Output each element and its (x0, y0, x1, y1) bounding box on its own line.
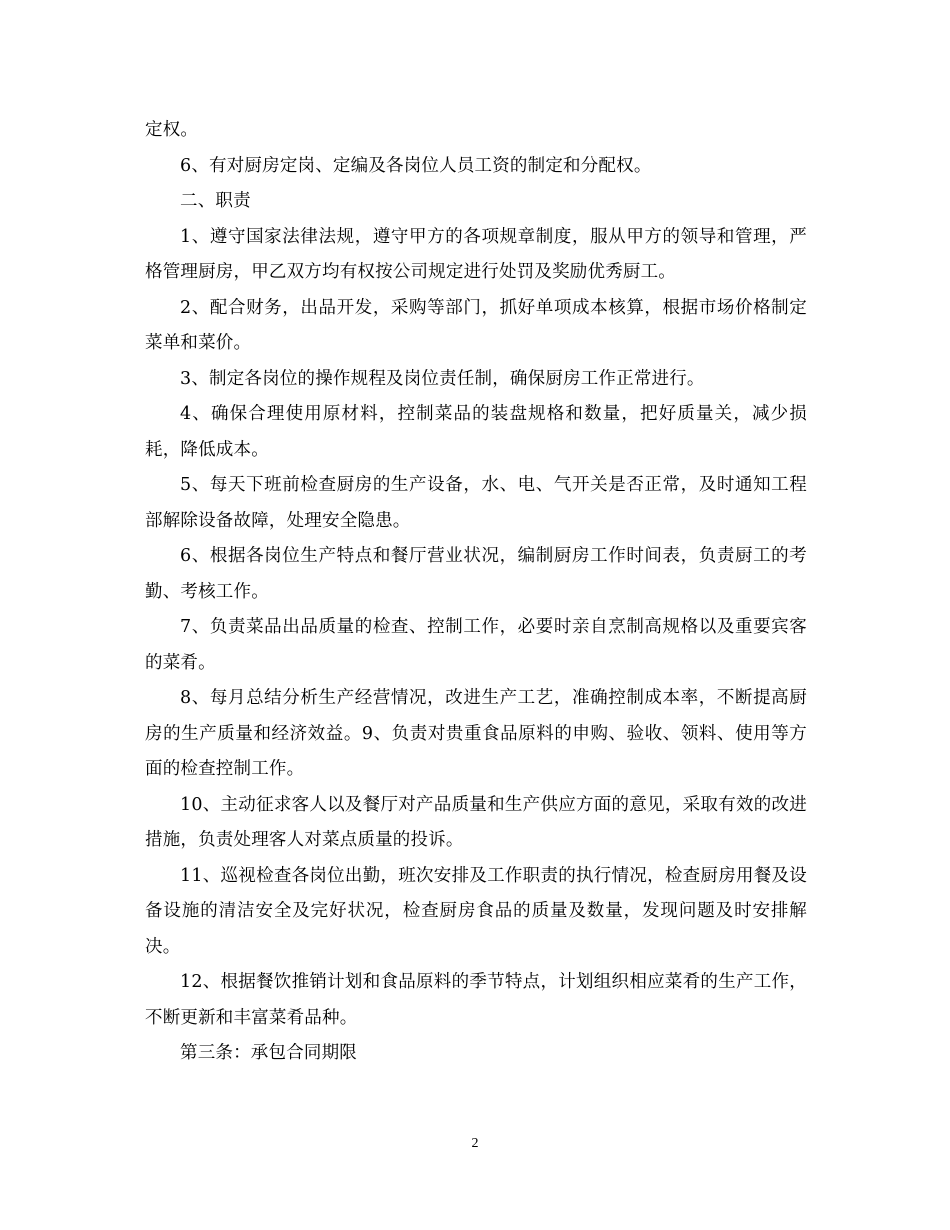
section-heading-article-3: 第三条：承包合同期限 (180, 1043, 357, 1063)
section-heading-duties: 二、职责 (180, 191, 251, 211)
paragraph-duty-10: 10、主动征求客人以及餐厅对产品质量和生产供应方面的意见，采取有效的改进措施，负责处理客人对菜点质量的投诉。 (145, 794, 807, 850)
paragraph-duty-4: 4、确保合理使用原材料，控制菜品的装盘规格和数量，把好质量关，减少损耗，降低成本。 (145, 404, 807, 460)
paragraph-duty-11: 11、巡视检查各岗位出勤，班次安排及工作职责的执行情况，检查厨房用餐及设备设施的清洁安全及完好状况，检查厨房食品的质量及数量，发现问题及时安排解决。 (145, 865, 807, 957)
paragraph-duty-7: 7、负责菜品出品质量的检查、控制工作，必要时亲自烹制高规格以及重要宾客的菜肴。 (145, 617, 807, 673)
paragraph-item-6-rights: 6、有对厨房定岗、定编及各岗位人员工资的制定和分配权。 (180, 155, 652, 176)
paragraph-duty-5: 5、每天下班前检查厨房的生产设备，水、电、气开关是否正常，及时通知工程部解除设备故障，处理安全隐患。 (145, 475, 807, 531)
page-number: 2 (471, 1136, 479, 1151)
paragraph-duty-1: 1、遵守国家法律法规，遵守甲方的各项规章制度，服从甲方的领导和管理，严格管理厨房，甲乙双方均有权按公司规定进行处罚及奖励优秀厨工。 (145, 226, 807, 282)
paragraph-duty-6: 6、根据各岗位生产特点和餐厅营业状况，编制厨房工作时间表，负责厨工的考勤、考核工作。 (145, 546, 807, 602)
paragraph-continuation: 定权。 (145, 120, 199, 140)
paragraph-duty-3: 3、制定各岗位的操作规程及岗位责任制，确保厨房工作正常进行。 (180, 368, 705, 389)
paragraph-duty-8-9: 8、每月总结分析生产经营情况，改进生产工艺，准确控制成本率，不断提高厨房的生产质量和经济效益。9、负责对贵重食品原料的申购、验收、领料、使用等方面的检查控制工作。 (145, 688, 807, 779)
paragraph-duty-12: 12、根据餐饮推销计划和食品原料的季节特点，计划组织相应菜肴的生产工作，不断更新和丰富菜肴品种。 (145, 972, 807, 1028)
paragraph-duty-2: 2、配合财务，出品开发，采购等部门，抓好单项成本核算，根据市场价格制定菜单和菜价。 (145, 297, 807, 353)
document-body (145, 113, 807, 1072)
